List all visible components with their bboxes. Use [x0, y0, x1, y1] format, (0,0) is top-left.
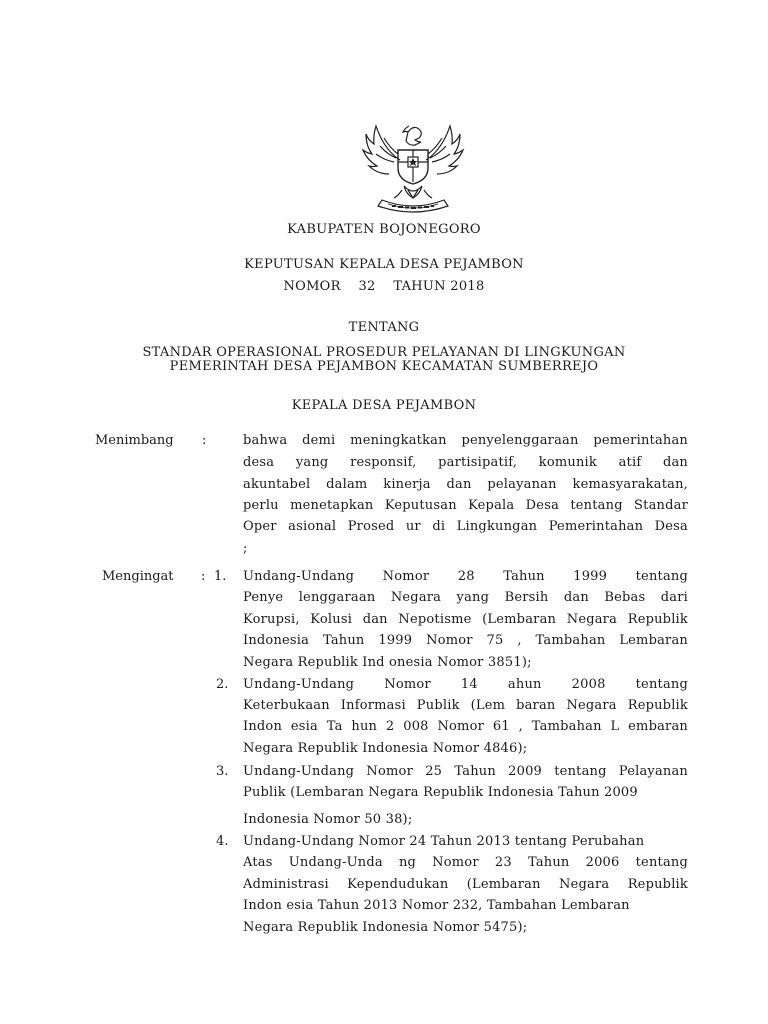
item-line: Atas Undang-Unda ng Nomor 23 Tahun 2006 tentang — [243, 855, 688, 870]
item-line: Negara Republik Indonesia Nomor 4846); — [243, 741, 528, 756]
about-heading: TENTANG — [348, 320, 420, 335]
menimbang-line: perlu menetapkan Keputusan Kepala Desa tentang Standar — [243, 498, 688, 513]
item-line: Negara Republik Indonesia Nomor 5475); — [243, 920, 528, 935]
item-line: Administrasi Kependudukan (Lembaran Negara Republik — [243, 877, 688, 892]
menimbang-colon: : — [202, 433, 207, 448]
mengingat-label: Mengingat — [102, 569, 174, 584]
decree-title: KEPUTUSAN KEPALA DESA PEJAMBON — [244, 257, 524, 272]
item-line: Indon esia Ta hun 2 008 Nomor 61 , Tambahan L embaran — [243, 719, 688, 734]
item-number: 4. — [216, 834, 229, 849]
issuer-heading: KEPALA DESA PEJAMBON — [291, 398, 477, 413]
regency-heading: KABUPATEN BOJONEGORO — [287, 222, 481, 237]
item-number: 2. — [216, 677, 229, 692]
subject-line-1: STANDAR OPERASIONAL PROSEDUR PELAYANAN DI LINGKUNGAN — [142, 345, 626, 360]
menimbang-line: ; — [243, 541, 248, 556]
decree-number: NOMOR 32 TAHUN 2018 — [283, 279, 485, 294]
menimbang-line: akuntabel dalam kinerja dan pelayanan kemasyarakatan, — [243, 477, 688, 492]
menimbang-label: Menimbang — [95, 433, 174, 448]
garuda-emblem-icon — [358, 120, 468, 220]
menimbang-line: desa yang responsif, partisipatif, komunik atif dan — [243, 455, 688, 470]
item-line: Keterbukaan Informasi Publik (Lem baran Negara Republik — [243, 698, 688, 713]
item-line: Undang-Undang Nomor 24 Tahun 2013 tentang Perubahan — [243, 834, 645, 849]
item-line: Indonesia Tahun 1999 Nomor 75 , Tambahan Lembaran — [243, 633, 688, 648]
menimbang-line: Oper asional Prosed ur di Lingkungan Pemerintahan Desa — [243, 519, 688, 534]
item-line: Korupsi, Kolusi dan Nepotisme (Lembaran Negara Republik — [243, 612, 688, 627]
item-line: Indonesia Nomor 50 38); — [243, 812, 413, 827]
menimbang-line: bahwa demi meningkatkan penyelenggaraan pemerintahan — [243, 433, 688, 448]
subject-line-2: PEMERINTAH DESA PEJAMBON KECAMATAN SUMBERREJO — [169, 359, 599, 374]
item-line: Publik (Lembaran Negara Republik Indonesia Tahun 2009 — [243, 785, 638, 800]
item-line: Penye lenggaraan Negara yang Bersih dan Bebas dari — [243, 590, 688, 605]
item-line: Undang-Undang Nomor 14 ahun 2008 tentang — [243, 677, 688, 692]
item-number: 1. — [214, 569, 227, 584]
item-number: 3. — [216, 764, 229, 779]
item-line: Undang-Undang Nomor 28 Tahun 1999 tentang — [243, 569, 688, 584]
item-line: Indon esia Tahun 2013 Nomor 232, Tambahan Lembaran — [243, 898, 630, 913]
item-line: Negara Republik Ind onesia Nomor 3851); — [243, 655, 532, 670]
mengingat-colon: : — [201, 569, 206, 584]
item-line: Undang-Undang Nomor 25 Tahun 2009 tentang Pelayanan — [243, 764, 688, 779]
